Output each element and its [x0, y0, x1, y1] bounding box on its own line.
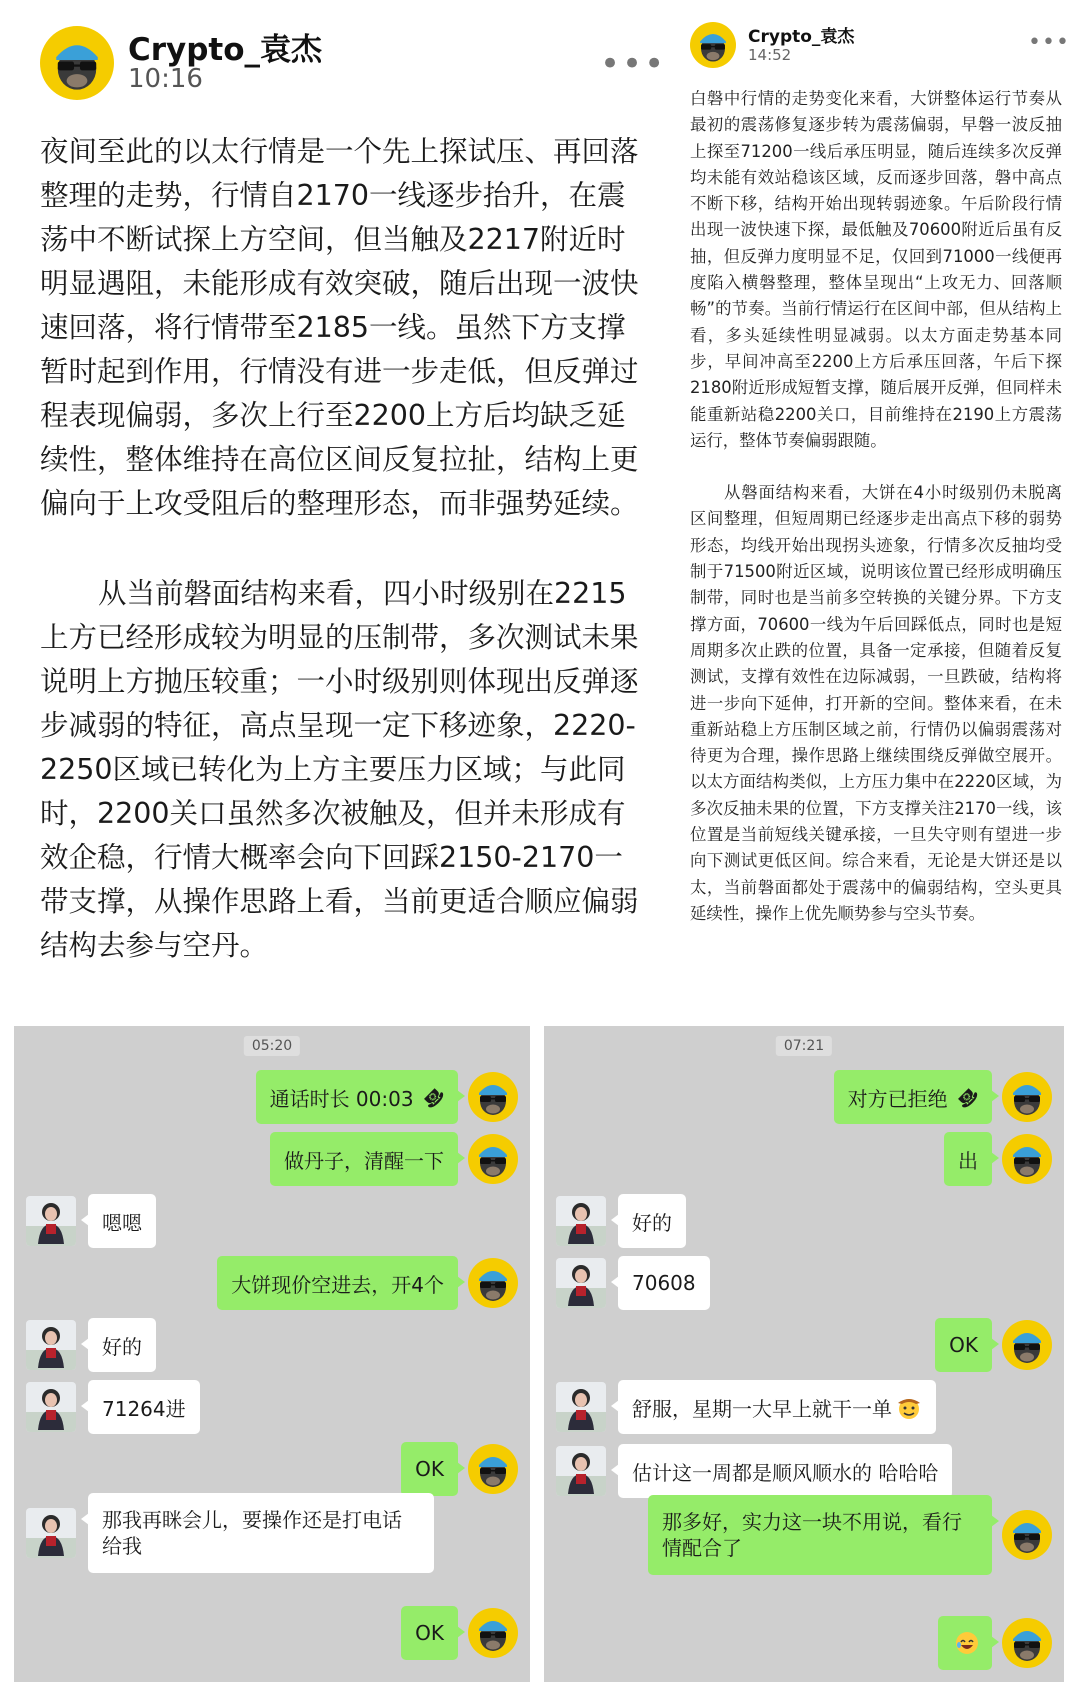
chat-bubble[interactable]: 嗯嗯 [88, 1194, 156, 1248]
chat-message-theirs[interactable] [618, 1444, 952, 1498]
post-time: 14:52 [748, 46, 792, 64]
chat-bubble[interactable]: 那多好，实力这一块不用说，看行情配合了 [648, 1495, 992, 1575]
chat-message-mine[interactable] [648, 1508, 992, 1562]
post-paragraph: 从当前磐面结构来看，四小时级别在2215上方已经形成较为明显的压制带，多次测试未果说明上方抛压较重；一小时级别则体现出反弹逐步减弱的特征，高点呈现一定下移迹象，2220-2250区域已转化为上方主要压力区域；与此同时，2200关口虽然多次被触及，但并未形成有效企稳，行情大概率会向下回踩2150-2170一带支撑，从操作思路上看，当前更适合顺应偏弱结构去参与空丹。 [40, 577, 639, 962]
cowboy-emoji-icon [896, 1394, 922, 1420]
gorilla-sunglasses-avatar-icon[interactable] [1002, 1134, 1052, 1184]
author-name[interactable]: Crypto_袁杰 [748, 27, 855, 47]
chat-bubble[interactable]: 那我再眯会儿，要操作还是打电话给我 [88, 1493, 434, 1573]
person-photo-avatar-icon[interactable] [26, 1508, 76, 1558]
gorilla-sunglasses-avatar-icon[interactable] [468, 1608, 518, 1658]
person-photo-avatar-icon[interactable] [26, 1196, 76, 1246]
gorilla-sunglasses-avatar-icon[interactable] [690, 22, 736, 68]
post-right [672, 0, 1080, 1026]
chat-message-mine[interactable] [834, 1070, 992, 1124]
chat-message-theirs[interactable] [88, 1380, 200, 1434]
chat-message-theirs[interactable] [618, 1256, 710, 1310]
chat-message-theirs[interactable] [88, 1318, 156, 1372]
gorilla-sunglasses-avatar-icon[interactable] [468, 1258, 518, 1308]
chat-screenshot-right [544, 1026, 1064, 1682]
person-photo-avatar-icon[interactable] [556, 1382, 606, 1432]
person-photo-avatar-icon[interactable] [556, 1446, 606, 1496]
message-text: 通话时长 00:03 [269, 1086, 414, 1111]
message-text: 舒服，星期一大早上就干一单 [632, 1396, 892, 1421]
chat-bubble[interactable] [938, 1616, 992, 1670]
gorilla-sunglasses-avatar-icon[interactable] [468, 1134, 518, 1184]
person-photo-avatar-icon[interactable] [556, 1258, 606, 1308]
chat-bubble[interactable]: 71264进 [88, 1380, 200, 1434]
chat-bubble[interactable] [256, 1070, 458, 1124]
phone-icon: ☎ [417, 1081, 449, 1113]
chat-message-mine[interactable] [256, 1070, 458, 1124]
chat-message-mine[interactable] [944, 1132, 992, 1186]
post-time: 10:16 [128, 64, 203, 94]
post-paragraph: 白磐中行情的走势变化来看，大饼整体运行节奏从最初的震荡修复逐步转为震荡偏弱，早磐一波反抽上探至71200一线后承压明显，随后连续多次反弹均未能有效站稳该区域，反而逐步回落，磐中高点不断下移，结构开始出现转弱迹象。午后阶段行情出现一波快速下探，最低触及70600附近后虽有反抽，但反弹力度明显不足，仅回到71000一线便再度陷入横磐整理，整体呈现出“上攻无力、回落顺畅”的节奏。当前行情运行在区间中部，但从结构上看，多头延续性明显减弱。以太方面走势基本同步，早间冲高至2200上方后承压回落，午后下探2180附近形成短暂支撑，随后展开反弹，但同样未能重新站稳2200关口，目前维持在2190上方震荡运行，整体节奏偏弱跟随。 [690, 89, 1062, 450]
chat-bubble[interactable]: 做丹子，清醒一下 [270, 1132, 458, 1186]
chat-bubble[interactable]: OK [935, 1318, 992, 1372]
chat-timestamp: 05:20 [244, 1036, 300, 1056]
chat-message-theirs[interactable] [88, 1194, 156, 1248]
chat-bubble[interactable]: 好的 [618, 1194, 686, 1248]
person-photo-avatar-icon[interactable] [26, 1320, 76, 1370]
person-photo-avatar-icon[interactable] [26, 1382, 76, 1432]
person-photo-avatar-icon[interactable] [556, 1196, 606, 1246]
gorilla-sunglasses-avatar-icon[interactable] [468, 1444, 518, 1494]
chat-message-mine[interactable] [217, 1256, 458, 1310]
post-body [690, 86, 1062, 953]
author-name[interactable]: Crypto_袁杰 [128, 32, 323, 68]
chat-message-theirs[interactable] [618, 1194, 686, 1248]
chat-message-mine[interactable] [270, 1132, 458, 1186]
chat-bubble[interactable]: 大饼现价空进去，开4个 [217, 1256, 458, 1310]
more-options-icon[interactable]: ••• [600, 44, 667, 84]
chat-message-mine[interactable] [938, 1616, 992, 1670]
chat-bubble[interactable] [618, 1380, 936, 1434]
chat-bubble[interactable]: OK [401, 1606, 458, 1660]
gorilla-sunglasses-avatar-icon[interactable] [1002, 1618, 1052, 1668]
gorilla-sunglasses-avatar-icon[interactable] [468, 1072, 518, 1122]
message-text: 对方已拒绝 [847, 1086, 948, 1111]
laughing-emoji-icon [954, 1630, 980, 1656]
more-options-icon[interactable]: ••• [1028, 30, 1070, 55]
chat-bubble[interactable]: 70608 [618, 1256, 710, 1310]
chat-timestamp: 07:21 [776, 1036, 832, 1056]
gorilla-sunglasses-avatar-icon[interactable] [1002, 1072, 1052, 1122]
post-paragraph: 夜间至此的以太行情是一个先上探试压、再回落整理的走势，行情自2170一线逐步抬升，在震荡中不断试探上方空间，但当触及2217附近时明显遇阻，未能形成有效突破，随后出现一波快速回落，将行情带至2185一线。虽然下方支撑暂时起到作用，行情没有进一步走低，但反弹过程表现偏弱，多次上行至2200上方后均缺乏延续性，整体维持在高位区间反复拉扯，结构上更偏向于上攻受阻后的整理形态，而非强势延续。 [40, 135, 639, 520]
gorilla-sunglasses-avatar-icon[interactable] [40, 26, 114, 100]
chat-bubble[interactable]: 出 [944, 1132, 992, 1186]
chat-bubble[interactable] [834, 1070, 992, 1124]
post-body [40, 130, 640, 1014]
phone-icon: ☎ [951, 1081, 983, 1113]
chat-screenshot-left [14, 1026, 530, 1682]
chat-message-mine[interactable] [401, 1606, 458, 1660]
gorilla-sunglasses-avatar-icon[interactable] [1002, 1510, 1052, 1560]
chat-message-mine[interactable] [935, 1318, 992, 1372]
chat-bubble[interactable]: 估计这一周都是顺风顺水的 哈哈哈 [618, 1444, 952, 1498]
chat-bubble[interactable]: OK [401, 1442, 458, 1496]
chat-bubble[interactable]: 好的 [88, 1318, 156, 1372]
chat-message-theirs[interactable] [618, 1380, 936, 1434]
post-left [0, 0, 667, 1026]
chat-message-theirs[interactable] [88, 1506, 434, 1560]
post-paragraph: 从磐面结构来看，大饼在4小时级别仍未脱离区间整理，但短周期已经逐步走出高点下移的弱势形态，均线开始出现拐头迹象，行情多次反抽均受制于71500附近区域，说明该位置已经形成明确压制带，同时也是当前多空转换的关键分界。下方支撑方面，70600一线为午后回踩低点，同时也是短周期多次止跌的位置，具备一定承接，但随着反复测试，支撑有效性在边际减弱，一旦跌破，结构将进一步向下延伸，打开新的空间。整体来看，在未重新站稳上方压制区域之前，行情仍以偏弱震荡对待更为合理，操作思路上继续围绕反弹做空展开。以太方面结构类似，上方压力集中在2220区域，为多次反抽未果的位置，下方支撑关注2170一线，该位置是当前短线关键承接，一旦失守则有望进一步向下测试更低区间。综合来看，无论是大饼还是以太，当前磐面都处于震荡中的偏弱结构，空头更具延续性，操作上优先顺势参与空头节奏。 [690, 483, 1062, 923]
chat-message-mine[interactable] [401, 1442, 458, 1496]
gorilla-sunglasses-avatar-icon[interactable] [1002, 1320, 1052, 1370]
